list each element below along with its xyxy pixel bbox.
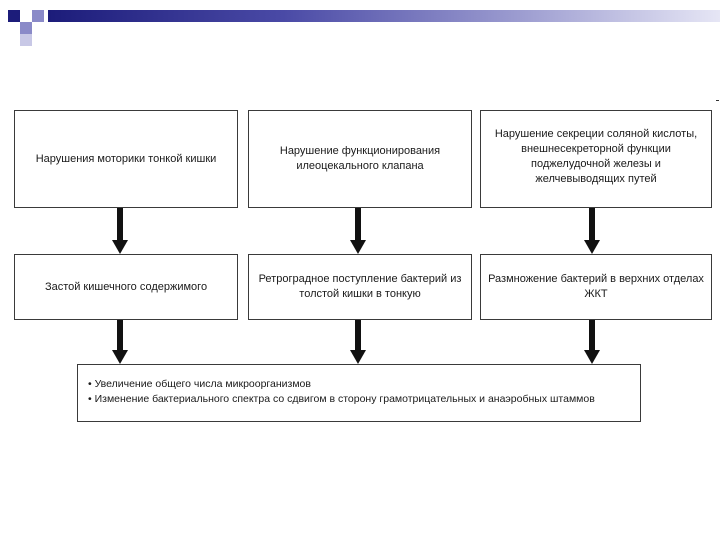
header-square-light-2	[20, 34, 32, 46]
result-list	[88, 377, 640, 407]
cause-box-ileocecal-valve: Нарушение функционирования илеоцекального клапана	[248, 110, 472, 208]
header-square-dark-1	[8, 10, 20, 22]
cause-box-motility: Нарушения моторики тонкой кишки	[14, 110, 238, 208]
header-square-light-1	[20, 22, 32, 34]
arrow-down-2	[352, 208, 364, 254]
arrow-down-1	[114, 208, 126, 254]
effect-box-stasis: Застой кишечного содержимого	[14, 254, 238, 320]
result-item-total-count: • Увеличение общего числа микроорганизмов	[88, 377, 640, 392]
arrow-down-4	[114, 320, 126, 364]
header-square-dark-2	[32, 10, 44, 22]
arrow-down-5	[352, 320, 364, 364]
effect-box-retrograde: Ретроградное поступление бактерий из толстой кишки в тонкую	[248, 254, 472, 320]
effect-box-bacterial-growth: Размножение бактерий в верхних отделах ЖКТ	[480, 254, 712, 320]
cause-box-secretion: Нарушение секреции соляной кислоты, внешнесекреторной функции поджелудочной железы и желчевыводящих путей	[480, 110, 712, 208]
result-box	[77, 364, 641, 422]
arrow-down-6	[586, 320, 598, 364]
arrow-down-3	[586, 208, 598, 254]
result-item-spectrum-shift: • Изменение бактериального спектра со сдвигом в сторону грамотрицательных и анаэробных штаммов	[88, 392, 640, 407]
edge-tick-mark	[716, 100, 719, 101]
header-gradient-band	[48, 10, 720, 22]
